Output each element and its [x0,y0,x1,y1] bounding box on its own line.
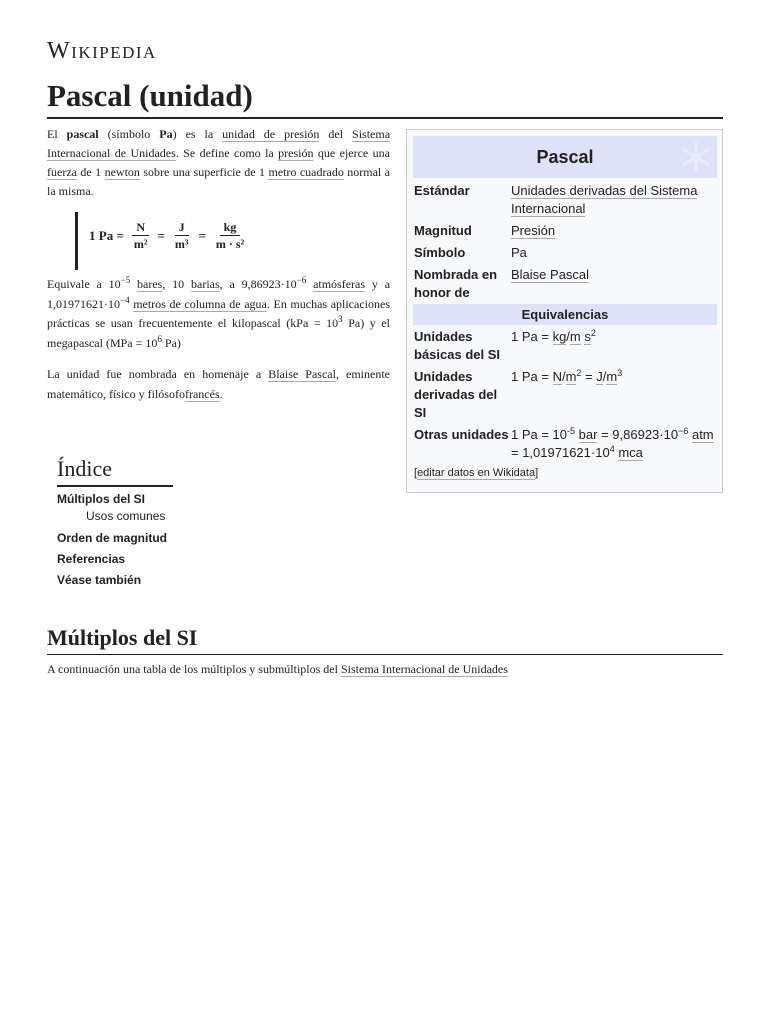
infobox-value [511,266,716,302]
link-presion[interactable]: presión [278,146,314,160]
link-barias[interactable]: barias [191,277,220,291]
eq-text: = 9,86923·10 [597,427,679,442]
infobox-row-derivadas [414,368,718,422]
lead-text: que ejerce una [313,146,390,160]
section-paragraph [47,662,508,677]
toc-item-usos-comunes[interactable]: Usos comunes [86,509,166,523]
infobox-value [511,222,716,240]
p3-text: . [219,386,223,401]
infobox-header [413,136,717,178]
link-bar[interactable]: bar [578,427,598,442]
wikipedia-logo[interactable]: Wikipedia [47,38,157,64]
p2-text: , a 9,86923·10 [219,277,297,291]
superscript: −6 [678,426,689,436]
p2-text: Pa) y el megapascal (MPa = 10 [47,316,390,350]
infobox-row-magnitud [414,222,718,240]
link-n[interactable]: N [552,369,562,384]
link-mca[interactable]: mca [618,445,643,460]
frac-den: m · s² [215,237,245,251]
infobox-key: Unidades derivadas del SI [414,369,498,420]
infobox-value [511,182,716,218]
eq-text: / [566,329,570,344]
lead-text: ) es la [172,127,223,141]
formula-lhs: 1 Pa = [89,228,124,243]
term-pascal: pascal [66,127,99,141]
link-j[interactable]: J [596,369,603,384]
infobox-row-otras [414,426,718,462]
infobox-value [511,368,716,422]
superscript: 6 [157,333,162,344]
lead-text: normal a la misma. [47,165,390,198]
formula-bar [75,212,78,270]
link-frances[interactable]: francés [184,386,220,401]
eq-text: 1 Pa = 10 [511,427,568,442]
frac-den: m² [133,237,148,251]
toc-item-vease-tambien[interactable]: Véase también [57,573,142,587]
link-sistema-internacional-2[interactable]: Sistema Internacional de Unidades [340,662,508,676]
lead-text: sobre una superficie de 1 [139,165,269,179]
bracket: ] [535,467,539,479]
eq-text: = [581,369,597,384]
infobox-row-estandar [414,182,718,218]
formula-equals: = [198,228,206,243]
homage-paragraph [47,365,390,404]
lead-text: de 1 [76,165,105,179]
superscript: -5 [567,426,576,436]
toc-item-multiplos[interactable]: Múltiplos del SI [57,492,146,506]
fraction-kg-ms2 [212,220,248,252]
superscript: 4 [609,444,615,454]
link-sistema-internacional[interactable]: Sistema Internacional de Unidades [47,127,391,160]
link-unidad-presion[interactable]: unidad de presión [222,127,320,141]
link-atmosferas[interactable]: atmósferas [313,277,366,291]
superscript: 3 [338,314,343,324]
snowflake-icon [679,140,713,174]
link-m[interactable]: m [569,329,581,344]
link-atm[interactable]: atm [691,427,714,442]
link-metro-cuadrado[interactable]: metro cuadrado [268,165,344,179]
lead-paragraph [47,125,390,201]
p2-text: Pa) [161,335,181,350]
p2-text: , 10 [162,277,192,291]
lead-text: . Se define como la [175,146,279,160]
bracket: [ [414,467,418,479]
infobox-key: Unidades básicas del SI [414,329,500,362]
link-m[interactable]: m [565,369,577,384]
p2-text: . En muchas aplicaciones prácticas se usan frecuentemente el kilopascal (kPa = 10 [47,296,390,330]
toc-divider [57,485,173,487]
page-title: Pascal (unidad) [47,78,253,113]
superscript: −6 [296,275,307,285]
edit-wikidata-link[interactable]: editar datos en Wikidata [417,467,536,479]
infobox-key: Magnitud [414,223,472,238]
superscript: 2 [590,328,596,338]
superscript: 2 [576,368,582,378]
infobox-key: Estándar [414,183,470,198]
infobox-key: Nombrada en honor de [414,267,498,300]
link-s[interactable]: s [584,329,591,344]
infobox-key: Símbolo [414,245,466,260]
term-pa: Pa [159,127,173,141]
eq-text: 1 Pa = [511,369,553,384]
eq-text: = 1,01971621·10 [511,445,610,460]
equivalence-paragraph [47,275,390,353]
link-newton[interactable]: newton [104,165,140,179]
infobox-row-nombrada [414,266,718,302]
formula-equals: = [157,228,165,243]
link-presion-infobox[interactable]: Presión [511,223,556,238]
toc-item-referencias[interactable]: Referencias [57,552,126,566]
link-m[interactable]: m [606,369,618,384]
infobox-value [511,426,716,462]
superscript: 3 [617,368,623,378]
pascal-formula [89,220,248,252]
superscript: −4 [120,294,130,305]
link-kg[interactable]: kg [552,329,567,344]
section-heading-multiplos: Múltiplos del SI [47,625,198,650]
infobox-value: Pa [511,245,527,260]
infobox-section-equivalencias: Equivalencias [413,304,717,325]
infobox [406,129,723,493]
link-blaise-pascal[interactable]: Blaise Pascal [268,367,336,381]
toc-title: Índice [57,456,112,481]
link-metros-columna-agua[interactable]: metros de columna de agua [133,296,267,311]
infobox-row-basicas [414,328,718,364]
lead-text: El [47,127,67,141]
infobox-row-simbolo [414,244,718,262]
eq-text: / [602,369,607,384]
infobox-edit [414,467,538,479]
toc-item-orden-magnitud[interactable]: Orden de magnitud [57,531,168,545]
frac-num: kg [220,220,241,236]
infobox-title: Pascal [536,147,594,167]
title-divider [47,117,723,119]
link-fuerza[interactable]: fuerza [47,165,77,179]
infobox-value [511,328,716,364]
eq-text: 1 Pa = [511,329,553,344]
p2-text: y a 1,01971621·10 [47,277,391,311]
p3-text: , eminente matemático, físico y filósofo [47,367,390,401]
infobox-key: Otras unidades [414,427,509,442]
frac-num: N [132,220,149,236]
lead-text: del [319,127,353,141]
p3-text: La unidad fue nombrada en homenaje a [47,367,269,381]
p2-text: Equivale a 10 [47,277,121,291]
link-unidades-derivadas[interactable]: Unidades derivadas del Sistema Internacional [511,183,698,216]
fraction-n-m2 [130,220,152,252]
link-blaise-pascal-infobox[interactable]: Blaise Pascal [511,267,590,282]
link-bares[interactable]: bares [137,277,163,291]
lead-text: (símbolo [98,127,160,141]
section-divider [47,654,723,655]
eq-text: / [561,369,566,384]
frac-den: m³ [174,237,189,251]
frac-num: J [175,220,189,236]
section-text: A continuación una tabla de los múltiplos y submúltiplos del [47,662,341,676]
fraction-j-m3 [171,220,193,252]
superscript: −5 [120,275,131,285]
